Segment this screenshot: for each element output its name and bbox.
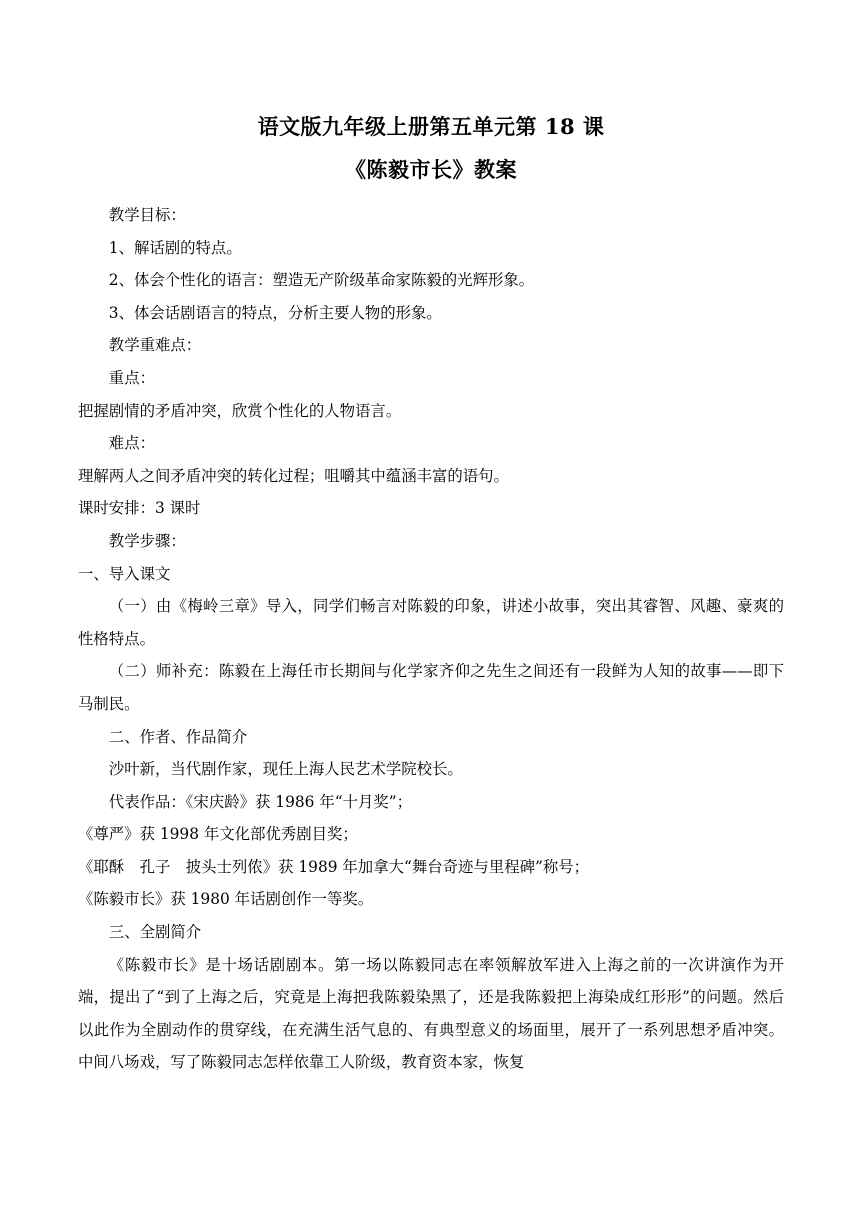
document-body [78,199,784,1079]
objective-2: 2、体会个性化的语言：塑造无产阶级革命家陈毅的光辉形象。 [108,271,535,290]
heading-key-difficult: 教学重难点： [108,336,202,355]
author-intro: 沙叶新，当代剧作家，现任上海人民艺术学院校长。 [108,760,463,779]
difficulties-text: 理解两人之间矛盾冲突的转化过程；咀嚼其中蕴涵丰富的语句。 [78,466,509,485]
section-1-heading: 一、导入课文 [78,564,171,583]
class-hours: 课时安排：3 课时 [78,499,201,518]
section-1-para-2: （二）师补充：陈毅在上海任市长期间与化学家齐仰之先生之间还有一段鲜为人知的故事——即下马制民。 [78,662,784,713]
section-2-heading: 二、作者、作品简介 [108,727,248,746]
objective-1: 1、解话剧的特点。 [108,238,242,257]
works-line-4: 《陈毅市长》获 1980 年话剧创作一等奖。 [78,890,374,909]
play-summary: 《陈毅市长》是十场话剧剧本。第一场以陈毅同志在率领解放军进入上海之前的一次讲演作为开端，提出了“到了上海之后，究竟是上海把我陈毅染黑了，还是我陈毅把上海染成红形形”的问题。然后以此作为全剧动作的贯穿线，在充满生活气息的、有典型意义的场面里，展开了一系列思想矛盾冲突。中间八场戏，写了陈毅同志怎样依靠工人阶级，教育资本家，恢复 [78,955,784,1072]
heading-objectives: 教学目标： [108,206,186,224]
heading-key-points: 重点： [108,368,155,387]
works-line-2: 《尊严》获 1998 年文化部优秀剧目奖； [78,825,358,844]
key-points-text: 把握剧情的矛盾冲突，欣赏个性化的人物语言。 [78,401,402,420]
document-subtitle: 《陈毅市长》教案 [345,157,517,182]
heading-difficulties: 难点： [108,434,155,453]
works-line-3: 《耶酥 孔子 披头士列侬》获 1989 年加拿大“舞台奇迹与里程碑”称号； [78,857,590,876]
document-title: 语文版九年级上册第五单元第 18 课 [257,114,605,139]
heading-steps: 教学步骤： [108,531,186,550]
section-1-para-1: （一）由《梅岭三章》导入，同学们畅言对陈毅的印象，讲述小故事，突出其睿智、风趣、豪爽的性格特点。 [78,597,784,648]
section-3-heading: 三、全剧简介 [108,923,202,942]
works-line-1: 代表作品：《宋庆龄》获 1986 年“十月奖”； [108,792,413,811]
objective-3: 3、体会话剧语言的特点，分析主要人物的形象。 [108,303,442,322]
